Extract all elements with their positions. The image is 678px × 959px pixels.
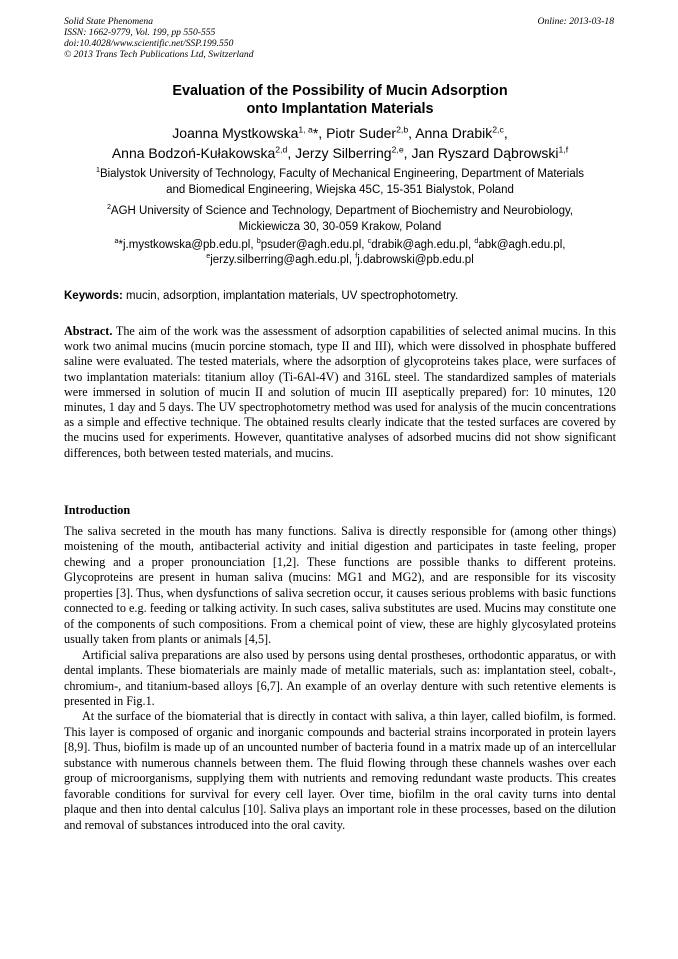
keywords-label: Keywords: — [64, 290, 123, 302]
affiliation-2 — [64, 203, 616, 235]
paragraph: Artificial saliva preparations are also used by persons using dental prostheses, orthodontic apparatus, or with dental implants. These biomaterials are mainly made of metallic materials, such as: implantation steel, cobalt-, chromium-, and titanium-based alloys [6,7]. An example of an overlay denture with such retentive elements is presented in Fig.1. — [64, 647, 616, 708]
email-sup: d — [474, 237, 479, 246]
email-link[interactable]: jerzy.silberring@agh.edu.pl, — [210, 254, 356, 266]
affil-line: Bialystok University of Technology, Faculty of Mechanical Engineering, Department of Materials — [99, 168, 585, 180]
email-link[interactable]: psuder@agh.edu.pl, — [260, 239, 368, 251]
email-list — [64, 238, 616, 268]
journal-doi: doi:10.4028/www.scientific.net/SSP.199.550 — [64, 38, 234, 49]
journal-header — [64, 16, 616, 60]
author-name: Anna Bodzoń-Kułakowska — [111, 145, 276, 161]
abstract-label: Abstract. — [64, 324, 113, 338]
email-link[interactable]: j.dabrowski@pb.edu.pl — [357, 254, 474, 266]
email-link[interactable]: drabik@agh.edu.pl, — [371, 239, 475, 251]
affil-line: Mickiewicza 30, 30-059 Krakow, Poland — [238, 221, 442, 233]
email-sup: f — [355, 252, 358, 261]
paper-title — [64, 82, 616, 118]
paragraph: The saliva secreted in the mouth has many functions. Saliva is directly responsible for (among other things) moistening of the mouth, antibacterial activity and initial digestion and participates in taste feeling, proper chewing and a proper pronounciation [1,2]. These functions are possible thanks to different proteins. Glycoproteins are present in human saliva (mucins: MG1 and MG2), and are responsible for its viscosity properties [3]. Thus, when dysfunctions of saliva secretion occur, it causes serious problems with basic functions connected to e.g. feeding or talking activity. In such cases, saliva substitutes are used. Mucins may constitute one of the components of such compositions. From a chemical point of view, these are highly glycosylated proteins usually taken from plants or animals [4,5]. — [64, 524, 616, 647]
title-line-2: onto Implantation Materials — [246, 101, 434, 117]
author-affil-sup: 2,d — [275, 144, 288, 155]
email-sup: a — [114, 237, 119, 246]
author-name: Anna Drabik — [415, 125, 493, 141]
paragraph: At the surface of the biomaterial that is directly in contact with saliva, a thin layer, called biofilm, is formed. This layer is composed of organic and inorganic compounds and bacterial strains incorporated in protein layers [8,9]. Thus, biofilm is made up of an uncounted number of bacteria found in a matrix made up of an intercellular substance with numerous channels between them. The fluid flowing through these channels washes over each group of microorganisms, supplying them with nutrients and removing redundant waste products. This creates favorable conditions for survival for every cell layer. Over time, biofilm in the oral cavity turns into dental plaque and then into dental calculus [10]. Saliva plays an important role in these processes, based on the dilution and removal of substances introduced into the oral cavity. — [64, 709, 616, 832]
journal-copyright: © 2013 Trans Tech Publications Ltd, Switzerland — [64, 49, 254, 60]
affil-sup: 2 — [106, 203, 111, 212]
author-name: Piotr Suder — [326, 125, 397, 141]
affil-line: AGH University of Science and Technology, Department of Biochemistry and Neurobiology, — [110, 205, 574, 217]
author-sep: *, — [312, 125, 327, 141]
author-name: Jerzy Silberring — [295, 145, 392, 161]
journal-name: Solid State Phenomena — [64, 16, 153, 27]
author-list — [64, 123, 616, 163]
author-affil-sup: 2,b — [396, 124, 409, 135]
author-affil-sup: 1,f — [558, 144, 569, 155]
author-name: Joanna Mystkowska — [172, 125, 299, 141]
author-name: Jan Ryszard Dąbrowski — [411, 145, 559, 161]
abstract — [64, 324, 616, 461]
affil-line: and Biomedical Engineering, Wiejska 45C, 15-351 Bialystok, Poland — [166, 184, 514, 196]
author-sep: , — [287, 145, 296, 161]
section-heading-introduction: Introduction — [64, 503, 131, 517]
journal-issn: ISSN: 1662-9779, Vol. 199, pp 550-555 — [64, 27, 216, 38]
email-link[interactable]: abk@agh.edu.pl, — [478, 239, 566, 251]
affiliation-1 — [64, 166, 616, 198]
online-date: Online: 2013-03-18 — [537, 16, 614, 27]
author-affil-sup: 2,e — [391, 144, 404, 155]
author-affil-sup: 2,c — [492, 124, 504, 135]
email-sup: c — [367, 237, 372, 246]
keywords — [64, 289, 616, 304]
keywords-text: mucin, adsorption, implantation materials, UV spectrophotometry. — [122, 290, 459, 302]
author-sep: , — [503, 125, 508, 141]
author-line-1 — [64, 123, 616, 143]
email-sup: e — [206, 252, 211, 261]
title-line-1: Evaluation of the Possibility of Mucin Adsorption — [172, 83, 508, 99]
affil-sup: 1 — [95, 166, 100, 175]
author-sep: , — [403, 145, 412, 161]
author-affil-sup: 1, a — [298, 124, 313, 135]
abstract-text: The aim of the work was the assessment of adsorption capabilities of selected animal mucins. In this work two animal mucins (mucin porcine stomach, type II and III), which were dissolved in phosphate buffered saline were evaluated. The tested materials, where the adsorption of glycoproteins takes place, were surfaces of two implantation materials: titanium alloy (Ti-6Al-4V) and 316L steel. The standardized samples of materials were immersed in solution of mucin II and solution of mucin III aseptically prepared) for: 10 minutes, 120 minutes, 1 day and 5 days. The UV spectrophotometry method was used for analysis of the mucin concentrations as a simple and effective technique. The obtained results clearly indicate that the tested surfaces are covered by the mucins used for experiments. However, quantitative analyses of adsorbed mucins did not show significant differences, both between tested materials, and mucins. — [64, 324, 616, 460]
email-sup: b — [256, 237, 261, 246]
author-line-2 — [64, 143, 616, 163]
introduction-body — [64, 524, 616, 833]
email-link[interactable]: *j.mystkowska@pb.edu.pl, — [118, 239, 257, 251]
author-sep: , — [408, 125, 416, 141]
